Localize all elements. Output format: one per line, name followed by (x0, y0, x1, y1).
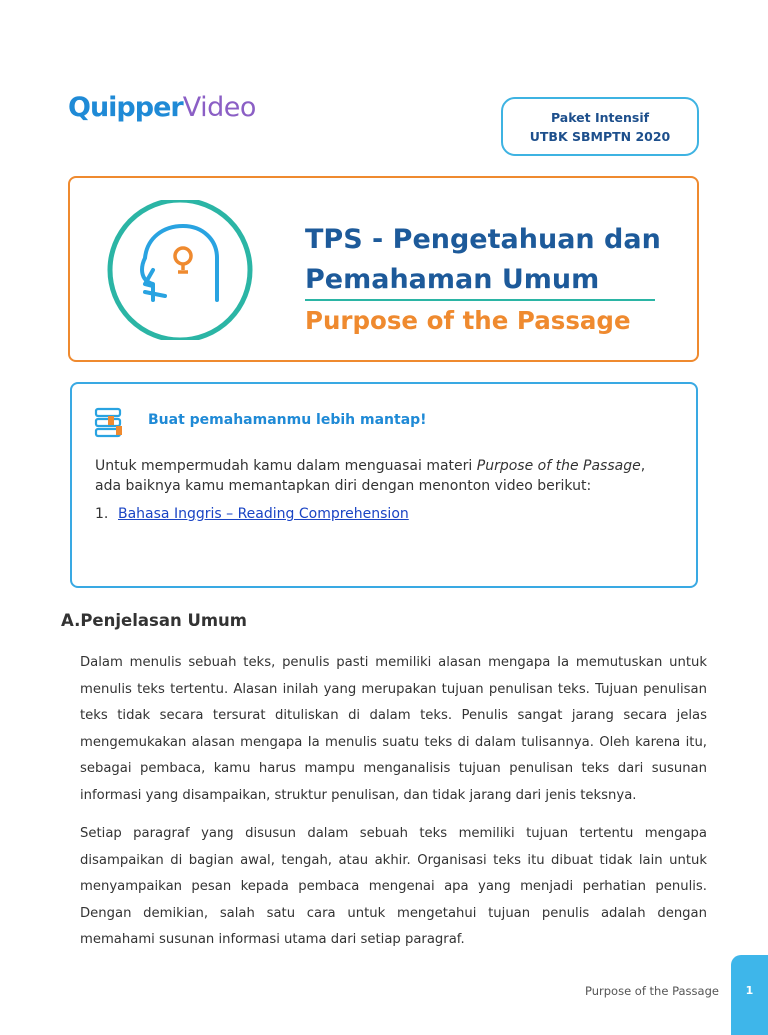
list-item-number: 1. (95, 506, 109, 522)
page-number: 1 (745, 984, 754, 997)
logo-part-quipper: Quipper (68, 92, 183, 123)
section-heading: A.Penjelasan Umum (61, 611, 247, 630)
paragraph: Setiap paragraf yang disusun dalam sebuah teks memiliki tujuan tertentu mengapa disampaikan di bagian awal, tengah, atau akhir. Organisasi teks itu dibuat tidak lain untuk menyampaikan pesan kepada pembaca mengenai apa yang menjadi perhatian penulis. Dengan demikian, salah satu cara untuk mengetahui tujuan penulis adalah dengan memahami susunan informasi utama dari setiap paragraf. (80, 826, 707, 948)
info-body (95, 456, 675, 496)
video-list (95, 506, 409, 522)
paragraph: Dalam menulis sebuah teks, penulis pasti memiliki alasan mengapa Ia memutuskan untuk menulis teks tertentu. Alasan inilah yang merupakan tujuan penulisan teks. Tujuan penulisan teks tidak secara tersurat dituliskan di dalam teks. Penulis sangat jarang secara jelas mengemukakan alasan mengapa Ia menulis suatu teks di dalam tulisannya. Oleh karena itu, sebagai pembaca, kamu harus mampu menganalisis tujuan penulisan teks dari susunan informasi yang disampaikan, struktur penulisan, dan tidak jarang dari jenis teksnya. (80, 655, 707, 803)
page-title (305, 220, 685, 300)
title-line-1: TPS - Pengetahuan dan (305, 224, 661, 255)
title-line-2: Pemahaman Umum (305, 264, 600, 295)
footer-title: Purpose of the Passage (585, 984, 719, 998)
head-lightbulb-icon (105, 200, 255, 340)
title-divider (305, 299, 655, 301)
page-subtitle: Purpose of the Passage (305, 306, 631, 335)
package-badge (501, 97, 699, 156)
video-link-reading-comprehension[interactable]: Bahasa Inggris – Reading Comprehension (118, 506, 409, 522)
list-item (95, 506, 409, 522)
info-title: Buat pemahamanmu lebih mantap! (148, 412, 427, 428)
logo-part-video: Video (182, 92, 256, 123)
badge-line-1: Paket Intensif (550, 109, 650, 125)
badge-line-2: UTBK SBMPTN 2020 (529, 128, 671, 144)
quipper-video-logo (68, 92, 256, 123)
books-icon (94, 406, 128, 438)
info-body-start: Untuk mempermudah kamu dalam menguasai materi (95, 458, 477, 474)
info-body-end: , ada baiknya kamu memantapkan diri dengan menonton video berikut: (95, 458, 646, 494)
info-body-italic: Purpose of the Passage (476, 458, 641, 474)
